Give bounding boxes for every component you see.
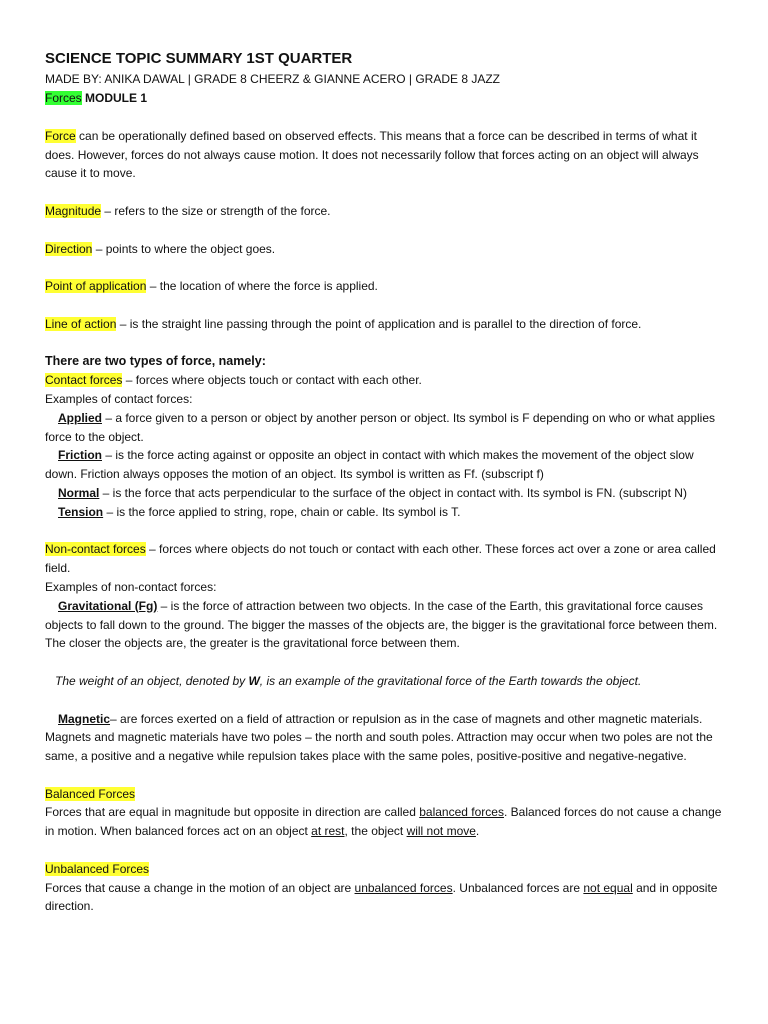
contact-forces-term: Contact forces bbox=[45, 373, 123, 388]
unbalanced-forces-heading bbox=[45, 860, 725, 879]
module-rest: MODULE 1 bbox=[81, 91, 148, 105]
contact-example-applied bbox=[45, 409, 725, 447]
document-body bbox=[45, 48, 725, 916]
direction-definition bbox=[45, 240, 725, 259]
magnitude-term: Magnitude bbox=[45, 203, 102, 218]
module-label bbox=[45, 89, 725, 108]
line-of-action-text: – is the straight line passing through the point of application and is parallel to the direction of force. bbox=[116, 316, 642, 331]
balanced-underline-3: will not move bbox=[406, 824, 476, 839]
noncontact-forces-term: Non-contact forces bbox=[45, 542, 146, 557]
unbalanced-forces-term: Unbalanced Forces bbox=[45, 861, 150, 876]
force-term: Force bbox=[45, 128, 76, 143]
weight-note-after: , is an example of the gravitational force of the Earth towards the object. bbox=[259, 673, 642, 688]
gravitational-term: Gravitational (Fg) bbox=[58, 598, 158, 613]
point-of-application-term: Point of application bbox=[45, 279, 147, 294]
magnetic-text: – are forces exerted on a field of attraction or repulsion as in the case of magnets and other magnetic materials. Magnets and magnetic materials have two poles – the north and south poles. Attraction may occur when two poles are not the same, a positive and a negative while repulsion takes place with the same poles, positive-positive and negative-negative. bbox=[45, 711, 713, 764]
gravitational-text: – is the force of attraction between two objects. In the case of the Earth, this gravitational force causes objects to fall down to the ground. The bigger the masses of the objects are, the bigger is the gravitational force between them. The closer the objects are, the greater is the gravitational force between them. bbox=[45, 598, 718, 651]
unbalanced-underline-2: not equal bbox=[583, 880, 633, 895]
balanced-forces-heading bbox=[45, 785, 725, 804]
direction-term: Direction bbox=[45, 241, 93, 256]
unbalanced-text-2: . Unbalanced forces are bbox=[452, 880, 584, 895]
contact-examples-label: Examples of contact forces: bbox=[45, 391, 193, 406]
balanced-underline-1: balanced forces bbox=[419, 805, 504, 820]
weight-symbol: W bbox=[248, 673, 260, 688]
contact-forces-definition bbox=[45, 371, 725, 390]
line-of-action-term: Line of action bbox=[45, 316, 117, 331]
normal-text: – is the force that acts perpendicular to the surface of the object in contact with. Its symbol is FN. (subscript N) bbox=[99, 485, 687, 500]
friction-term: Friction bbox=[58, 448, 102, 463]
balanced-text-2: . Balanced forces do not cause a change in motion. When balanced forces act on an object bbox=[45, 805, 722, 839]
contact-forces-text: – forces where objects touch or contact with each other. bbox=[122, 373, 422, 388]
magnitude-text: – refers to the size or strength of the force. bbox=[101, 203, 331, 218]
noncontact-example-magnetic bbox=[45, 710, 725, 766]
contact-example-friction bbox=[45, 446, 725, 484]
tension-text: – is the force applied to string, rope, chain or cable. Its symbol is T. bbox=[103, 504, 461, 519]
balanced-text-3: , the object bbox=[344, 824, 407, 839]
noncontact-forces-definition bbox=[45, 540, 725, 578]
document-title: SCIENCE TOPIC SUMMARY 1ST QUARTER bbox=[45, 50, 353, 67]
point-of-application-definition bbox=[45, 277, 725, 296]
unbalanced-underline-1: unbalanced forces bbox=[354, 880, 453, 895]
balanced-underline-2: at rest bbox=[311, 824, 345, 839]
noncontact-forces-text: – forces where objects do not touch or contact with each other. These forces act over a zone or area called field. bbox=[45, 542, 716, 576]
direction-text: – points to where the object goes. bbox=[92, 241, 276, 256]
applied-text: – a force given to a person or object by another person or object. Its symbol is F depending on who or what applies force to the object. bbox=[45, 410, 716, 444]
unbalanced-forces-text bbox=[45, 879, 725, 917]
contact-example-normal bbox=[45, 484, 725, 503]
tension-term: Tension bbox=[58, 504, 104, 519]
magnitude-definition bbox=[45, 202, 725, 221]
point-of-application-text: – the location of where the force is applied. bbox=[146, 279, 378, 294]
weight-note-before: The weight of an object, denoted by bbox=[55, 673, 249, 688]
balanced-forces-term: Balanced Forces bbox=[45, 786, 136, 801]
module-highlight: Forces bbox=[45, 91, 82, 105]
normal-term: Normal bbox=[58, 485, 100, 500]
balanced-text-1: Forces that are equal in magnitude but opposite in direction are called bbox=[45, 805, 420, 820]
unbalanced-text-1: Forces that cause a change in the motion of an object are bbox=[45, 880, 355, 895]
noncontact-examples-label: Examples of non-contact forces: bbox=[45, 579, 217, 594]
line-of-action-definition bbox=[45, 315, 725, 334]
friction-text: – is the force acting against or opposite an object in contact with which makes the movement of the object slow down. Friction always opposes the motion of an object. Its symbol is written as Ff. (subscript f) bbox=[45, 448, 694, 482]
applied-term: Applied bbox=[58, 410, 102, 425]
weight-note bbox=[45, 672, 725, 691]
magnetic-term: Magnetic bbox=[58, 711, 111, 726]
balanced-forces-text bbox=[45, 803, 725, 841]
contact-example-tension bbox=[45, 503, 725, 522]
document-byline: MADE BY: ANIKA DAWAL | GRADE 8 CHEERZ & GIANNE ACERO | GRADE 8 JAZZ bbox=[45, 72, 501, 86]
noncontact-example-gravitational bbox=[45, 597, 725, 653]
balanced-text-4: . bbox=[475, 824, 480, 839]
unbalanced-text-3: and in opposite direction. bbox=[45, 880, 718, 914]
force-text: can be operationally defined based on observed effects. This means that a force can be described in terms of what it does. However, forces do not always cause motion. It does not necessarily follow that forces acting on an object will always cause it to move. bbox=[45, 128, 699, 181]
types-heading: There are two types of force, namely: bbox=[45, 354, 266, 369]
force-definition bbox=[45, 127, 725, 183]
